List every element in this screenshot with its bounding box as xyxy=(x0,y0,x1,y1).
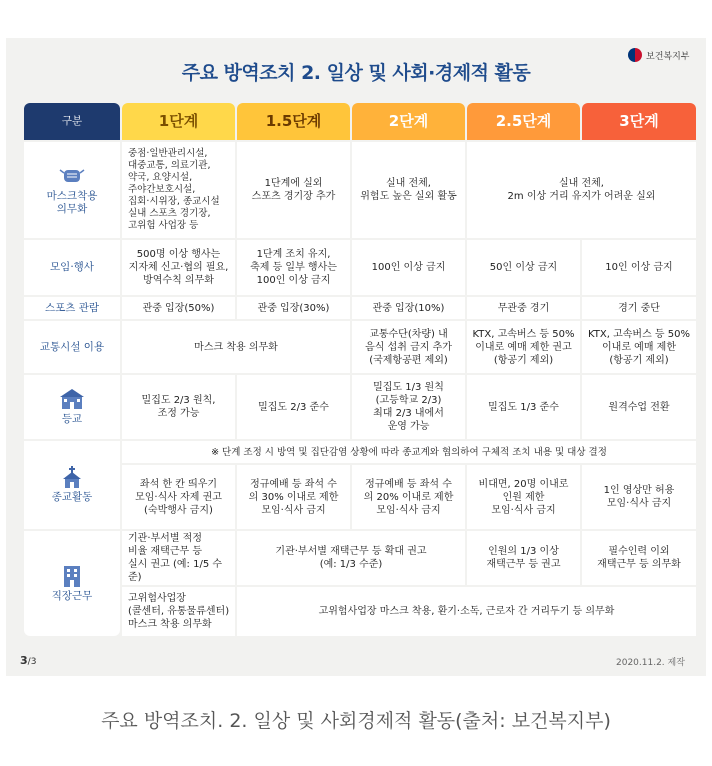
religion-stage-2: 정규예배 등 좌석 수 의 20% 이내로 제한 모임·식사 금지 xyxy=(352,465,465,529)
transport-stage-3: KTX, 고속버스 등 50% 이내로 예매 제한 (항공기 제외) xyxy=(582,321,696,373)
school-icon xyxy=(59,388,85,410)
production-date: 2020.11.2. 제작 xyxy=(616,658,685,668)
page-total: /3 xyxy=(27,657,37,667)
mask-stage-2: 실내 전체, 위험도 높은 실외 활동 xyxy=(352,142,465,238)
transport-stage-2: 교통수단(차량) 내 음식 섭취 금지 추가 (국제항공편 제외) xyxy=(352,321,465,373)
header-stage-3: 3단계 xyxy=(582,103,696,140)
row-label-transport: 교통시설 이용 xyxy=(24,321,120,373)
work-stage-2-5: 인원의 1/3 이상 재택근무 등 권고 xyxy=(467,531,580,585)
page-number: 3 xyxy=(20,654,28,667)
sports-stage-2-5: 무관중 경기 xyxy=(467,297,580,319)
religion-note: ※ 단계 조정 시 방역 및 집단감염 상황에 따라 종교계와 협의하여 구체적 조치 내용 및 대상 결정 xyxy=(122,441,696,463)
school-stage-2: 밀집도 1/3 원칙 (고등학교 2/3) 최대 2/3 내에서 운영 가능 xyxy=(352,375,465,439)
work-stage-3: 필수인력 이외 재택근무 등 의무화 xyxy=(582,531,696,585)
header-stage-2: 2단계 xyxy=(352,103,465,140)
school-stage-1-5: 밀집도 2/3 준수 xyxy=(237,375,350,439)
gathering-stage-2-5: 50인 이상 금지 xyxy=(467,240,580,295)
infographic-title: 주요 방역조치 2. 일상 및 사회·경제적 활동 xyxy=(181,62,531,84)
header-stage-1-5: 1.5단계 xyxy=(237,103,350,140)
header-stage-1: 1단계 xyxy=(122,103,235,140)
page-indicator xyxy=(20,654,36,667)
church-icon xyxy=(59,466,85,488)
mask-stage-1-5: 1단계에 실외 스포츠 경기장 추가 xyxy=(237,142,350,238)
row-label-text: 등교 xyxy=(61,413,83,425)
sports-stage-1-5: 관중 입장(30%) xyxy=(237,297,350,319)
transport-stage-1-1-5: 마스크 착용 의무화 xyxy=(122,321,350,373)
image-caption: 주요 방역조치. 2. 일상 및 사회경제적 활동(출처: 보건복지부) xyxy=(101,710,611,732)
religion-stage-1: 좌석 한 칸 띄우기 모임·식사 자제 권고 (숙박행사 금지) xyxy=(122,465,235,529)
gathering-stage-1-5: 1단계 조치 유지, 축제 등 일부 행사는 100인 이상 금지 xyxy=(237,240,350,295)
school-stage-2-5: 밀집도 1/3 준수 xyxy=(467,375,580,439)
row-label-gathering: 모임·행사 xyxy=(24,240,120,295)
work-stage-1: 기관·부서별 적정 비율 재택근무 등 실시 권고 (예: 1/5 수준) xyxy=(122,531,235,585)
gathering-stage-3: 10인 이상 금지 xyxy=(582,240,696,295)
sports-stage-3: 경기 중단 xyxy=(582,297,696,319)
sports-stage-1: 관중 입장(50%) xyxy=(122,297,235,319)
religion-stage-3: 1인 영상만 허용 모임·식사 금지 xyxy=(582,465,696,529)
sports-stage-2: 관중 입장(10%) xyxy=(352,297,465,319)
mask-icon xyxy=(59,165,85,187)
work-high-risk-stage-1: 고위험사업장 (콜센터, 유통물류센터) 마스크 착용 의무화 xyxy=(122,587,235,636)
measures-table xyxy=(24,103,696,636)
gathering-stage-2: 100인 이상 금지 xyxy=(352,240,465,295)
row-label-mask xyxy=(24,142,120,238)
religion-stage-1-5: 정규예배 등 좌석 수 의 30% 이내로 제한 모임·식사 금지 xyxy=(237,465,350,529)
row-label-text: 직장근무 xyxy=(51,589,93,602)
transport-stage-2-5: KTX, 고속버스 등 50% 이내로 예매 제한 권고 (항공기 제외) xyxy=(467,321,580,373)
work-high-risk-stage-1-5-3: 고위험사업장 마스크 착용, 환기·소독, 근로자 간 거리두기 등 의무화 xyxy=(237,587,696,636)
row-label-sports: 스포츠 관람 xyxy=(24,297,120,319)
work-stage-1-5-2: 기관·부서별 재택근무 등 확대 권고 (예: 1/3 수준) xyxy=(237,531,465,585)
office-building-icon xyxy=(59,565,85,587)
header-category: 구분 xyxy=(24,103,120,140)
row-label-text: 종교활동 xyxy=(51,491,93,503)
row-label-text: 마스크착용 의무화 xyxy=(46,189,98,215)
row-label-school xyxy=(24,375,120,439)
mask-stage-1: 중점·일반관리시설, 대중교통, 의료기관, 약국, 요양시설, 주야간보호시설, 집회·시위장, 종교시설 실내 스포츠 경기장, 고위험 사업장 등 xyxy=(122,142,235,238)
gathering-stage-1: 500명 이상 행사는 지자체 신고·협의 필요, 방역수칙 의무화 xyxy=(122,240,235,295)
row-label-work xyxy=(24,531,120,636)
school-stage-3: 원격수업 전환 xyxy=(582,375,696,439)
row-label-religion xyxy=(24,441,120,529)
header-stage-2-5: 2.5단계 xyxy=(467,103,580,140)
religion-stage-2-5: 비대면, 20명 이내로 인원 제한 모임·식사 금지 xyxy=(467,465,580,529)
mask-stage-2-5-3: 실내 전체, 2m 이상 거리 유지가 어려운 실외 xyxy=(467,142,696,238)
logo-text: 보건복지부 xyxy=(646,51,690,62)
school-stage-1: 밀집도 2/3 원칙, 조정 가능 xyxy=(122,375,235,439)
